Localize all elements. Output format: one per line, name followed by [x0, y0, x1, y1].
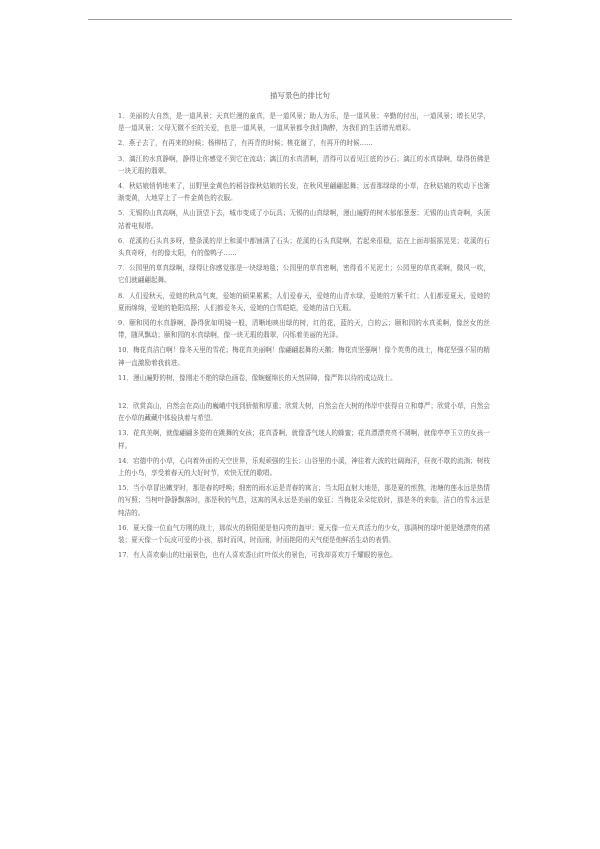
document-title: 描写景色的排比句	[270, 91, 330, 100]
paragraph: 7．公园里的草真绿啊，绿得让你感觉那是一块绿地毯；公园里的草真密啊，密得看不见泥土；公园里的草真柔啊，微风一吹，它们就翩翩起舞。	[118, 264, 490, 285]
paragraph: 8．人们爱秋天，爱她的秋高气爽，爱她的硕果累累；人们爱春天，爱她的山青水绿，爱她的万紫千红；人们都爱夏天，爱她的夏雨绵绵，爱她的艳阳高照；人们都爱冬天，爱她的白雪皑皑，爱她的洁白无瑕。	[118, 291, 490, 312]
paragraph: 5．无锡的山真高啊，从山顶望下去，城市变成了小玩具；无锡的山真绿啊，漫山遍野的树木郁郁葱葱；无锡的山真奇啊，头顶站着电视塔。	[118, 209, 490, 230]
paragraph: 9．颐和园的水真静啊，静得犹如明镜一般，清晰地映出绿的树，红的花，蓝的天，白的云；颐和园的水真柔啊，像丝女的丝带，随风飘动；颐和园的水真绿啊，像一块无瑕的翡翠，闪烁着美丽的光泽。	[118, 319, 490, 340]
paragraph: 2．燕子去了，有再来的时候；杨柳枯了，有再青的时候；桃花谢了，有再开的时候……	[118, 139, 373, 148]
paragraph: 6．花溪的石头真多呀，整条溪的岸上和溪中都铺满了石头；花溪的石头真陡啊，若起来很稳，站在上面却摇摇晃晃；花溪的石头真奇呀，有的像太阳，有的像鸭子……	[118, 236, 490, 258]
document-body	[118, 110, 490, 565]
paragraph: 17．有人喜欢泰山的壮丽景色，也有人喜欢香山红叶似火的景色，可我却喜欢万千耀眼的景色。	[118, 551, 397, 560]
paragraph: 14．宕德中的小草，心向着外面的天空世界，乐观顽强的生长；山谷里的小溪，神往着大波的壮阔海洋，昼夜不歇的流淌；树枝上的小鸟，享受着春天的大好时节，欢快无忧的歌唱。	[118, 456, 490, 478]
paragraph: 13．花真美啊，就像翩翩多姿的在跳舞的女孩；花真香啊，就像香气迷人的蜂蜜；花真漂漂亮亮不凋啊，就像亭亭玉立的女孩一样。	[118, 429, 490, 450]
paragraph: 3．漓江的水真静啊，静得让你感觉不到它在流动；漓江的水真清啊，清得可以看见江底的沙石；漓江的水真绿啊，绿得仿佛是一块无瑕的翡翠。	[118, 154, 490, 175]
paragraph: 1．美丽的大自然，是一道风景；天真烂漫的童真，是一道风景；助人为乐，是一道风景；辛勤的付出，一道风景；增长见学，是一道风景；父母无微不至的关爱，也是一道风景，一道风景都令我们陶醉，为我们的生活增光增彩。	[118, 112, 490, 133]
paragraph: 11．漫山遍野的树，像刚走不绝的绿色画卷，像蜿蜒绵长的天然屏障，像严阵以待的成边战士。	[118, 373, 397, 382]
paragraph: 12．欣赏高山，自然会在高山的巍峨中找到骄傲和厚重；欣赏大树，自然会在大树的伟岸中获得自立和尊严；欣赏小草，自然会在小草的藏藏中体验执着与希望。	[118, 402, 490, 423]
paragraph: 4．秋姑娘悄悄地来了，田野里金黄色的稻谷像秋姑娘的长发，在秋风里翩翩起舞；远看那绿绿的小草，在秋姑娘的吹动下也渐渐变黄，大地穿上了一件金黄色的衣服。	[118, 182, 490, 203]
header-rule	[88, 19, 512, 20]
paragraph: 16．夏天像一位血气方刚的战士，那似火的骄阳便是他闪亮的盔甲；夏天像一位天真活力的少女，那满树的绿叶便是她漂亮的裙装；夏天像一个玩皮可爱的小孩，那时而风，时而雨，时而艳阳的天气便是他鲜活生动的表情。	[118, 523, 490, 545]
paragraph: 15．当小草冒出嫩芽时，那是春的呼唤；细密的雨水运是青春的寓言；当太阳直射大地是，那是夏的煎熬，池塘的莲永远是热情的写照；当树叶静静飘落时，那是秋的气息，这寓的风永远是美丽的象征；当梅花朵朵绽放时，那是冬的来临，洁白的雪永远是纯洁的。	[118, 484, 490, 517]
paragraph: 10．梅花真洁白啊！像冬天里的雪花；梅花真美丽啊！像翩翩起舞的天鹅；梅花真坚强啊！像个英勇的战士，梅花坚强不屈的精神一直激励着我前进。	[118, 346, 490, 367]
